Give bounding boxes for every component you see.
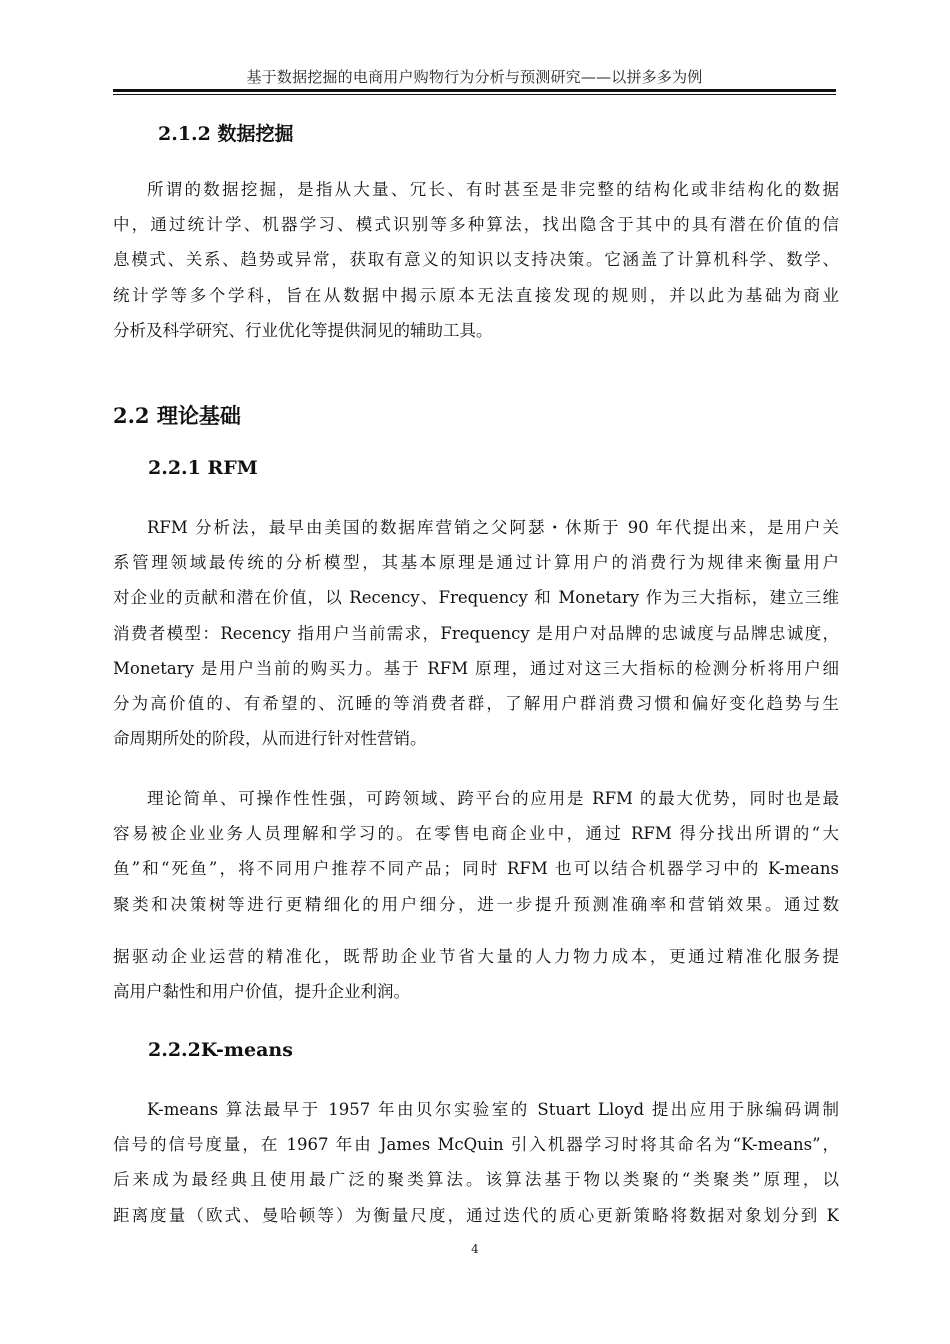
header-rule-thick — [113, 89, 836, 92]
section-heading-2-2-2: 2.2.2K-means — [148, 1039, 293, 1061]
paragraph-line: 距离度量（欧式、曼哈顿等）为衡量尺度，通过迭代的质心更新策略将数据对象划分到 K — [113, 1205, 839, 1225]
paragraph-line: 容易被企业业务人员理解和学习的。在零售电商企业中，通过 RFM 得分找出所谓的“大 — [113, 824, 839, 844]
paragraph-line: 中，通过统计学、机器学习、模式识别等多种算法，找出隐含于其中的具有潜在价值的信 — [113, 215, 839, 235]
paragraph-line: 系管理领域最传统的分析模型，其基本原理是通过计算用户的消费行为规律来衡量用户 — [113, 553, 839, 573]
paragraph-line: 据驱动企业运营的精准化，既帮助企业节省大量的人力物力成本，更通过精准化服务提 — [113, 947, 839, 966]
paragraph-line: 息模式、关系、趋势或异常，获取有意义的知识以支持决策。它涵盖了计算机科学、数学、 — [113, 250, 839, 270]
paragraph-line: 命周期所处的阶段，从而进行针对性营销。 — [113, 729, 427, 749]
paragraph-line: 对企业的贡献和潜在价值，以 Recency、Frequency 和 Monetary 作为三大指标，建立三维 — [113, 588, 839, 608]
paragraph-data-mining — [113, 172, 839, 348]
section-heading-2-2-1: 2.2.1 RFM — [148, 457, 258, 479]
page-number: 4 — [471, 1242, 479, 1256]
paragraph-kmeans — [113, 1092, 839, 1233]
paragraph-rfm-3 — [113, 939, 839, 1009]
paragraph-line: K-means 算法最早于 1957 年由贝尔实验室的 Stuart Lloyd 提出应用于脉编码调制 — [147, 1100, 839, 1119]
paragraph-line: 理论简单、可操作性性强，可跨领域、跨平台的应用是 RFM 的最大优势，同时也是最 — [147, 789, 839, 808]
paragraph-line: 所谓的数据挖掘，是指从大量、冗长、有时甚至是非完整的结构化或非结构化的数据 — [147, 180, 839, 199]
paragraph-rfm-1 — [113, 510, 839, 756]
running-header: 基于数据挖掘的电商用户购物行为分析与预测研究——以拼多多为例 — [246, 68, 703, 86]
paragraph-line: 信号的信号度量，在 1967 年由 James McQuin 引入机器学习时将其命名为“K-means”， — [113, 1135, 839, 1155]
header-rule-thin — [113, 94, 836, 95]
section-heading-2-1-2: 2.1.2 数据挖掘 — [158, 123, 294, 145]
paragraph-line: 高用户黏性和用户价值，提升企业利润。 — [113, 982, 410, 1002]
paragraph-line: 鱼”和“死鱼”，将不同用户推荐不同产品；同时 RFM 也可以结合机器学习中的 K-means — [113, 859, 839, 879]
paragraph-line: 后来成为最经典且使用最广泛的聚类算法。该算法基于物以类聚的“类聚类”原理，以 — [113, 1170, 839, 1190]
paragraph-rfm-2 — [113, 781, 839, 922]
section-heading-2-2: 2.2 理论基础 — [113, 403, 241, 428]
paragraph-line: 消费者模型：Recency 指用户当前需求，Frequency 是用户对品牌的忠诚度与品牌忠诚度， — [113, 623, 839, 643]
paragraph-line: 分析及科学研究、行业优化等提供洞见的辅助工具。 — [113, 320, 493, 340]
paragraph-line: Monetary 是用户当前的购买力。基于 RFM 原理，通过对这三大指标的检测分析将用户细 — [113, 658, 839, 678]
paragraph-line: 统计学等多个学科，旨在从数据中揭示原本无法直接发现的规则，并以此为基础为商业 — [113, 285, 839, 305]
paragraph-line: RFM 分析法，最早由美国的数据库营销之父阿瑟・休斯于 90 年代提出来，是用户关 — [147, 518, 839, 537]
paragraph-line: 聚类和决策树等进行更精细化的用户细分，进一步提升预测准确率和营销效果。通过数 — [113, 894, 839, 914]
paragraph-line: 分为高价值的、有希望的、沉睡的等消费者群，了解用户群消费习惯和偏好变化趋势与生 — [113, 693, 839, 713]
